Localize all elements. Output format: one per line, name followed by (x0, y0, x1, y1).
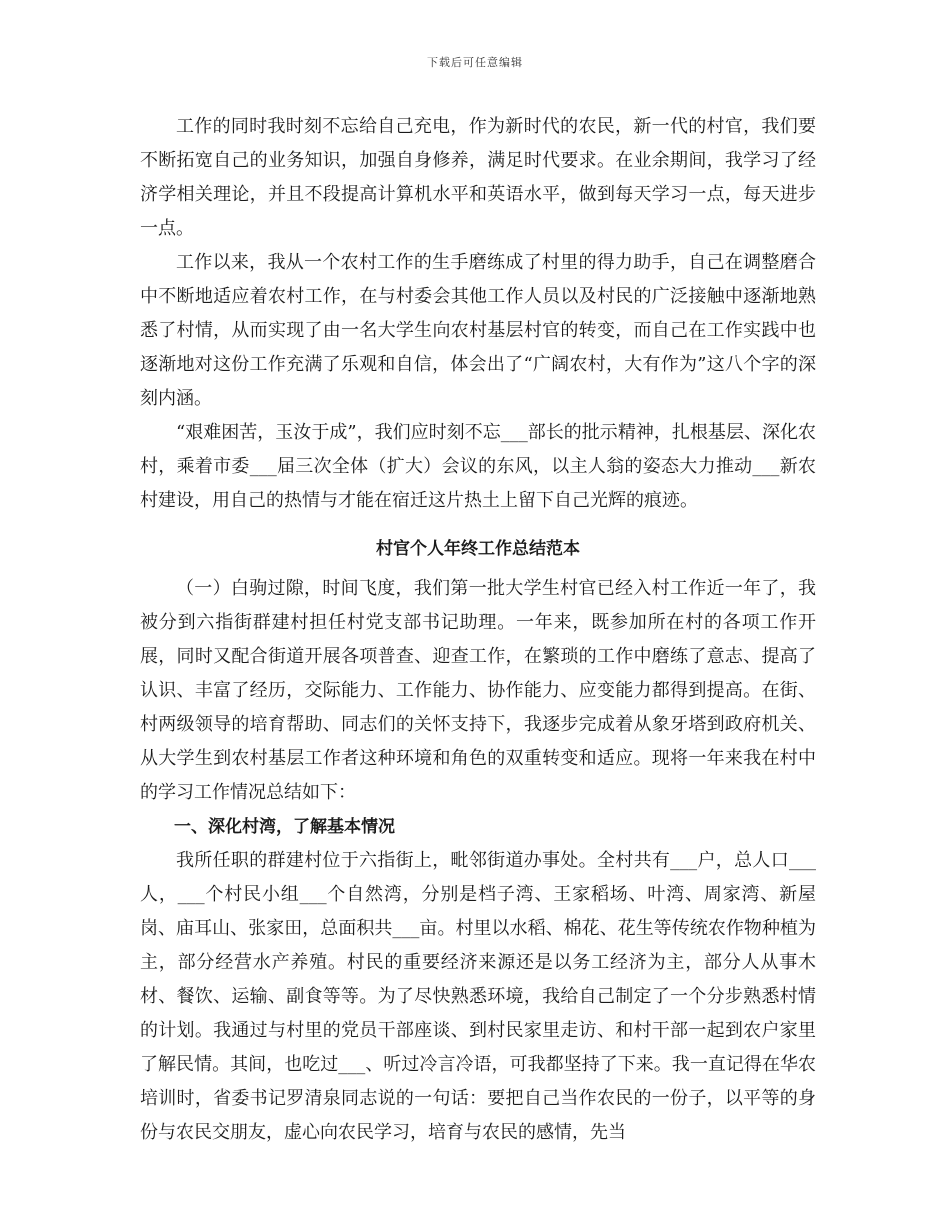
section-body: 我所任职的群建村位于六指街上，毗邻街道办事处。全村共有___户，总人口___人，___个村民小组___个自然湾，分别是档子湾、王家稻场、叶湾、周家湾、新屋岗、庙耳山、张家田，总面积共___亩。村里以水稻、棉花、花生等传统农作物种植为主，部分经营水产养殖。村民的重要经济来源还是以务工经济为主，部分人从事木材、餐饮、运输、副食等等。为了尽快熟悉环境，我给自己制定了一个分步熟悉村情的计划。我通过与村里的党员干部座谈、到村民家里走访、和村干部一起到农户家里了解民情。其间，也吃过___、听过冷言冷语，可我都坚持了下来。我一直记得在华农培训时，省委书记罗清泉同志说的一句话：要把自己当作农民的一份子，以平等的身份与农民交朋友，虚心向农民学习，培育与农民的感情，先当 (140, 850, 816, 1143)
section-heading: 一、深化村湾，了解基本情况 (174, 817, 395, 837)
paragraph-intro: （一）白驹过隙，时间飞度，我们第一批大学生村官已经入村工作近一年了，我被分到六指街群建村担任村党支部书记助理。一年来，既参加所在村的各项工作开展，同时又配合街道开展各项普查、迎查工作，在繁琐的工作中磨练了意志、提高了认识、丰富了经历，交际能力、工作能力、协作能力、应变能力都得到提高。在街、村两级领导的培育帮助、同志们的关怀支持下，我逐步完成着从象牙塔到政府机关、从大学生到农村基层工作者这种环境和角色的双重转变和适应。现将一年来我在村中的学习工作情况总结如下： (140, 578, 816, 803)
paragraph-growth: 工作以来，我从一个农村工作的生手磨练成了村里的得力助手，自己在调整磨合中不断地适应着农村工作，在与村委会其他工作人员以及村民的广泛接触中逐渐地熟悉了村情，从而实现了由一名大学生向农村基层村官的转变，而自己在工作实践中也逐渐地对这份工作充满了乐观和自信，体会出了“广阔农村，大有作为”这八个字的深刻内涵。 (140, 252, 816, 409)
document-title: 村官个人年终工作总结范本 (376, 539, 580, 559)
page-header: 下载后可任意编辑 (427, 56, 523, 69)
paragraph-self-study: 工作的同时我时刻不忘给自己充电，作为新时代的农民，新一代的村官，我们要不断拓宽自己的业务知识，加强自身修养，满足时代要求。在业余期间，我学习了经济学相关理论，并且不段提高计算机水平和英语水平，做到每天学习一点，每天进步一点。 (140, 116, 816, 239)
paragraph-resolve: “艰难困苦，玉汝于成”，我们应时刻不忘___部长的批示精神，扎根基层、深化农村，乘着市委___届三次全体（扩大）会议的东风，以主人翁的姿态大力推动___新农村建设，用自己的热情与才能在宿迁这片热土上留下自己光辉的痕迹。 (140, 422, 816, 511)
document-body (140, 110, 816, 1150)
